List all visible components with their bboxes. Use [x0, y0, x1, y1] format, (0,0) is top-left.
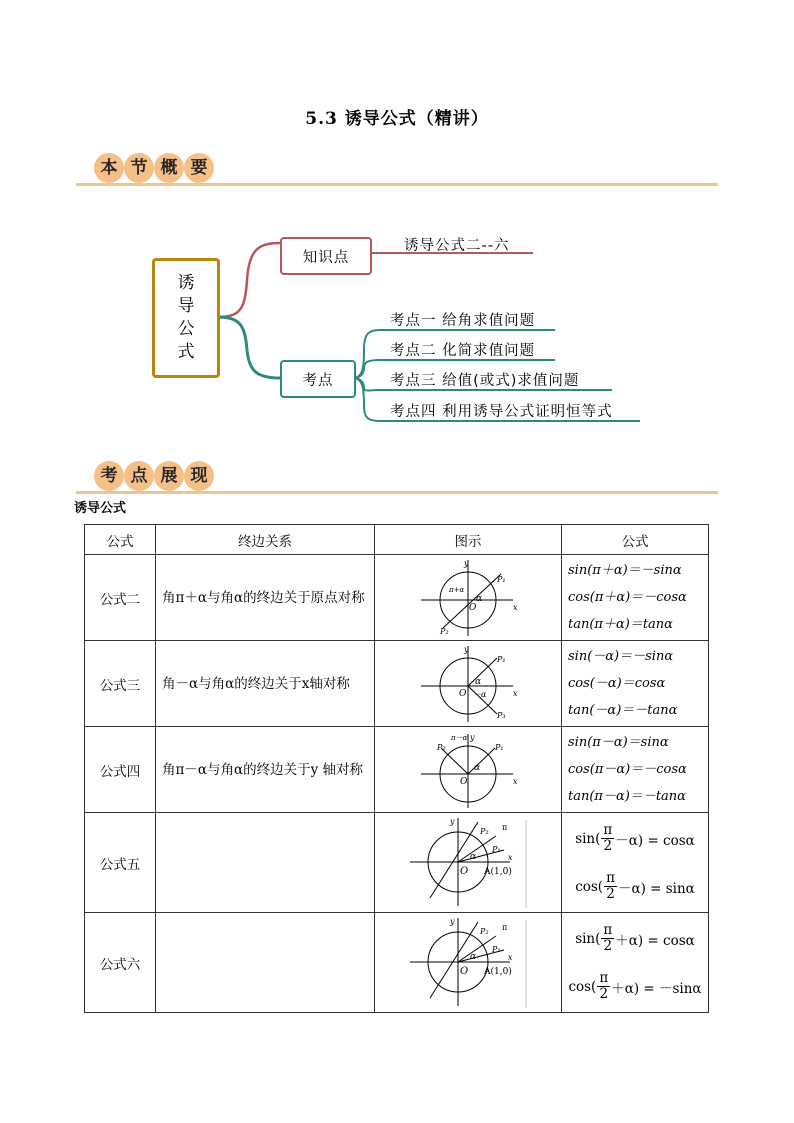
section-label: 诱导公式 — [74, 501, 127, 516]
banner-rule — [76, 491, 718, 494]
x-axis-label: x — [508, 852, 513, 862]
pi-plus-alpha-label: π+α — [449, 585, 465, 594]
diagram-cell — [375, 813, 562, 913]
x-axis-label: x — [508, 952, 513, 962]
fraction — [604, 871, 617, 902]
formula-prefix: sin( — [575, 830, 601, 847]
p2-label: P₂ — [480, 826, 489, 836]
p2-label: P₂ — [437, 742, 446, 752]
alpha-label: α — [470, 851, 477, 862]
p1-label: P₁ — [497, 654, 506, 664]
table-header-row — [85, 525, 709, 555]
formula-line: sin(π－α)＝sinα — [568, 735, 669, 750]
unit-circle-diagram — [413, 730, 523, 810]
angle-fraction-label: π — [502, 822, 508, 832]
origin-label: O — [460, 965, 469, 977]
table-header: 公式 — [562, 525, 709, 555]
y-axis-label: y — [450, 816, 455, 826]
formula-cell — [562, 555, 709, 641]
terminal-side-relation: 角－α与角α的终边关于x轴对称 — [156, 641, 375, 727]
formula-line: tan(π＋α)＝tanα — [568, 617, 673, 632]
diagram-cell — [375, 913, 562, 1013]
terminal-side-relation: 角π＋α与角α的终边关于原点对称 — [156, 555, 375, 641]
formula-line: tan(－α)＝－tanα — [568, 703, 678, 718]
alpha-label: α — [474, 762, 481, 773]
formula-cell — [562, 641, 709, 727]
table-header: 公式 — [85, 525, 156, 555]
formula-suffix: ＋α) = cosα — [615, 932, 695, 949]
formula-line: sin(－α)＝－sinα — [568, 649, 674, 664]
page-title: 5.3 诱导公式（精讲） — [305, 109, 489, 129]
terminal-side-relation — [156, 813, 375, 913]
unit-circle-diagram — [413, 558, 523, 638]
mindmap-node-label: 知识点 — [302, 249, 350, 266]
p1-label: P₁ — [492, 944, 501, 954]
banner-char: 概 — [154, 153, 184, 183]
x-axis-label: x — [513, 688, 518, 698]
p1-label: P₁ — [495, 742, 504, 752]
fraction-numerator: π — [599, 970, 609, 986]
unit-circle-diagram — [413, 644, 523, 724]
alpha-label: α — [476, 593, 483, 604]
x-axis-label: x — [513, 602, 518, 612]
table-row — [85, 555, 709, 641]
mindmap-leaf: 考点四 利用诱导公式证明恒等式 — [390, 404, 613, 420]
formula-line — [562, 863, 708, 911]
table-row — [85, 727, 709, 813]
table-header: 图示 — [375, 525, 562, 555]
banner-char: 本 — [94, 153, 124, 183]
fraction-numerator: π — [603, 922, 613, 938]
fraction — [601, 923, 614, 954]
terminal-side-relation — [156, 913, 375, 1013]
origin-label: O — [460, 776, 468, 787]
mindmap-leaf: 考点二 化简求值问题 — [390, 343, 536, 359]
diagram-cell — [375, 641, 562, 727]
section-banner-overview — [76, 153, 718, 186]
formula-name: 公式二 — [85, 555, 156, 641]
formula-line — [562, 963, 708, 1011]
formula-prefix: sin( — [575, 930, 601, 947]
p1-label: P₁ — [497, 574, 506, 584]
alpha-label: α — [475, 676, 482, 687]
formula-table — [84, 524, 709, 1013]
mindmap-leaf: 诱导公式二--六 — [404, 238, 510, 254]
formula-name: 公式三 — [85, 641, 156, 727]
fraction-denominator: 2 — [606, 886, 615, 902]
mindmap-root-label: 诱导公式 — [177, 273, 195, 362]
origin-label: O — [469, 602, 477, 613]
formula-line: cos(－α)＝cosα — [568, 676, 666, 691]
mindmap-node-exam — [280, 360, 356, 398]
formula-suffix: ＋α) = －sinα — [611, 980, 702, 997]
p2-label: P₂ — [440, 626, 449, 636]
formula-line — [562, 815, 708, 863]
formula-name: 公式四 — [85, 727, 156, 813]
terminal-side-relation: 角π－α与角α的终边关于y 轴对称 — [156, 727, 375, 813]
formula-cell — [562, 913, 709, 1013]
p1-label: P₁ — [492, 844, 501, 854]
formula-cell — [562, 727, 709, 813]
point-a-label: A(1,0) — [484, 966, 512, 977]
y-axis-label: y — [464, 558, 469, 568]
formula-suffix: －α) = sinα — [617, 880, 695, 897]
table-header: 终边关系 — [156, 525, 375, 555]
banner-char: 要 — [184, 153, 214, 183]
p3-label: P₃ — [497, 710, 506, 720]
diagram-cell — [375, 555, 562, 641]
formula-prefix: cos( — [575, 878, 604, 895]
y-axis-label: y — [470, 732, 475, 742]
y-axis-label: y — [464, 644, 469, 654]
fraction-denominator: 2 — [603, 938, 613, 954]
table-row — [85, 641, 709, 727]
fraction-numerator: π — [603, 822, 613, 838]
neg-alpha-label: －α — [473, 689, 487, 699]
mindmap-node-label: 考点 — [302, 372, 334, 389]
pi-minus-alpha-label: π－α — [451, 733, 468, 742]
unit-circle-diagram — [406, 816, 530, 910]
mindmap-root — [152, 258, 220, 378]
fraction-numerator: π — [606, 870, 615, 886]
banner-char: 现 — [184, 461, 214, 491]
mindmap-leaf: 考点三 给值(或式)求值问题 — [390, 373, 580, 389]
angle-fraction-label: π — [502, 922, 508, 932]
banner-rule — [76, 183, 718, 186]
table-row — [85, 813, 709, 913]
section-banner-exam — [76, 461, 718, 494]
unit-circle-diagram — [406, 916, 530, 1010]
banner-char: 节 — [124, 153, 154, 183]
mindmap-leaf: 考点一 给角求值问题 — [390, 313, 536, 329]
formula-prefix: cos( — [568, 978, 597, 995]
formula-suffix: －α) = cosα — [615, 832, 695, 849]
fraction-denominator: 2 — [599, 986, 609, 1002]
formula-line — [562, 915, 708, 963]
point-a-label: A(1,0) — [484, 866, 512, 877]
formula-line: tan(π－α)＝－tanα — [568, 789, 686, 804]
origin-label: O — [460, 865, 469, 877]
table-row — [85, 913, 709, 1013]
diagram-cell — [375, 727, 562, 813]
fraction — [597, 971, 610, 1002]
fraction — [601, 823, 614, 854]
mindmap-node-knowledge — [280, 237, 372, 275]
formula-line: sin(π＋α)＝－sinα — [568, 563, 682, 578]
formula-line: cos(π－α)＝－cosα — [568, 762, 687, 777]
alpha-label: α — [470, 951, 477, 962]
formula-name: 公式五 — [85, 813, 156, 913]
origin-label: O — [459, 688, 467, 699]
banner-char: 点 — [124, 461, 154, 491]
formula-cell — [562, 813, 709, 913]
banner-char: 考 — [94, 461, 124, 491]
p2-label: P₂ — [480, 926, 489, 936]
formula-name: 公式六 — [85, 913, 156, 1013]
y-axis-label: y — [450, 916, 455, 926]
banner-char: 展 — [154, 461, 184, 491]
formula-line: cos(π＋α)＝－cosα — [568, 590, 687, 605]
x-axis-label: x — [513, 776, 518, 786]
fraction-denominator: 2 — [603, 838, 613, 854]
